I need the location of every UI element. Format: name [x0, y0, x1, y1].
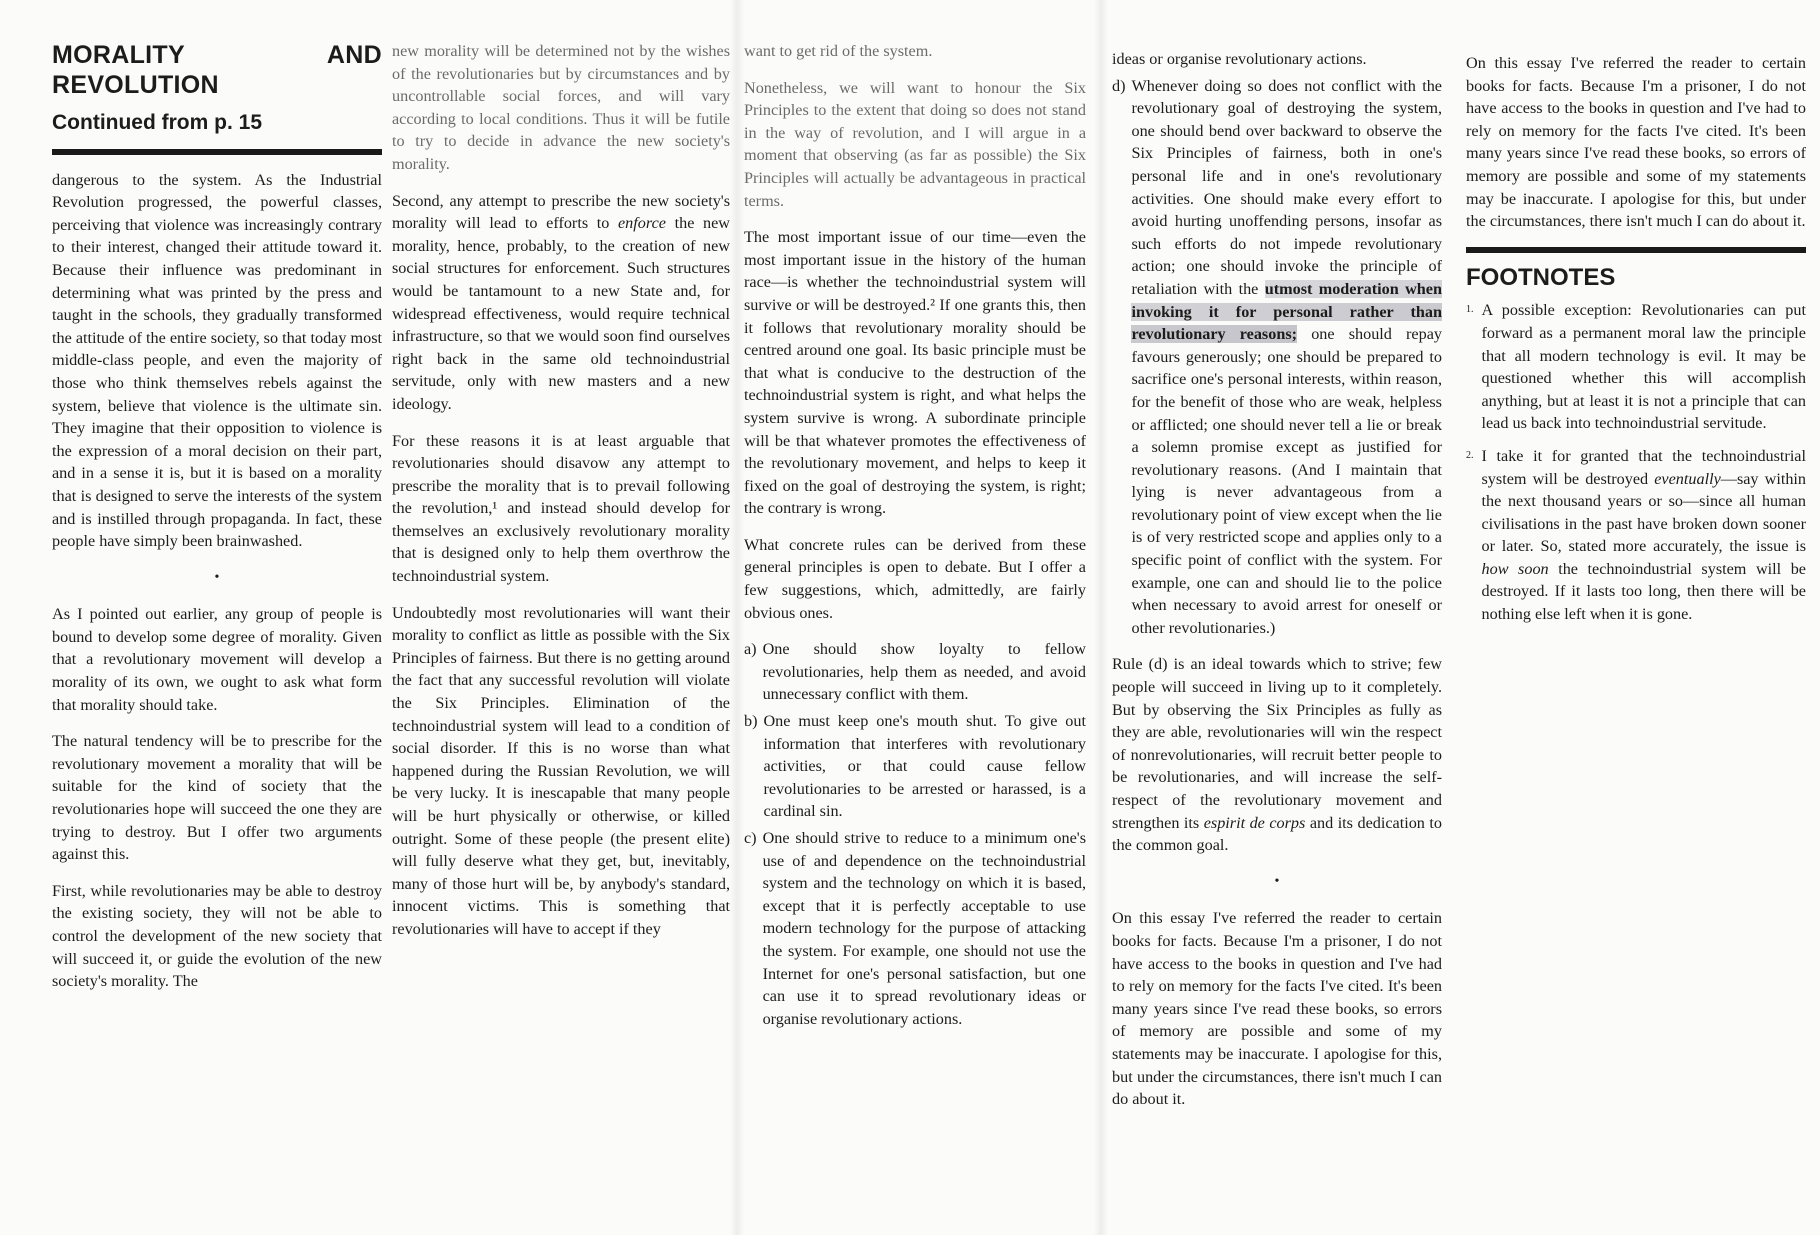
- article-headline: MORALITY AND REVOLUTION: [52, 41, 382, 99]
- emphasis: enforce: [618, 214, 666, 233]
- paragraph: dangerous to the system. As the Industrial Revolution progressed, the powerful classes, perceiving that violence was increasingly contrary to their interest, changed their attitude toward it. Because their influence was predominant in determining what was printed by the press and taught in the schools, they gradually transformed the attitude of the entire society, so that today most middle-class people, and even the majority of those who think themselves rebels against the system, believe that violence is the ultimate sin. They imagine that their opposition to violence is the expression of a moral decision on their part, and in a sense it is, but it is based on a morality that is designed to serve the interests of the system and is instilled through propaganda. In fact, these people have simply been brainwashed.: [52, 170, 382, 551]
- section-dot-icon: •: [214, 569, 220, 585]
- paragraph: What concrete rules can be derived from these general principles is open to debate. But I offer a few suggestions, which, admittedly, are fairly obvious ones.: [744, 535, 1086, 622]
- footnote: 2. I take it for granted that the technoindustrial system will be destroyed eventually—say within the next thousand years or so—since all human civilisations in the past have broken down sooner or later. So, stated more accurately, the issue is how soon the technoindustrial system will be destroyed. If it lasts too long, then there will be nothing else left when it is gone.: [1466, 446, 1806, 624]
- paragraph: Second, any attempt to prescribe the new society's morality will lead to efforts to enforce the new morality, hence, probably, to the creation of new social structures for enforcement. Such structures would be tantamount to a new State and, for widespread effectiveness, would require technical infrastructure, so that we would soon find ourselves right back in the same old technoindustrial servitude, only with new masters and a new ideology.: [392, 191, 730, 413]
- page-seam: [1094, 0, 1108, 1235]
- paragraph: The natural tendency will be to prescribe for the revolutionary movement a morality that will be suitable for the kind of society that the revolutionaries hope will succeed the one they are trying to destroy. But I offer two arguments against this.: [52, 732, 382, 864]
- column-5: [1466, 52, 1806, 636]
- emphasis: espirit de corps: [1203, 813, 1306, 832]
- page-seam: [730, 0, 744, 1235]
- paragraph: ideas or organise revolutionary actions.: [1112, 50, 1367, 68]
- paragraph: want to get rid of the system.: [744, 42, 933, 60]
- paragraph: For these reasons it is at least arguable that revolutionaries should disavow any attempt to prescribe the morality that is to prevail following the revolution,¹ and instead should develop for themselves an exclusively revolutionary morality that is designed only to help them overthrow the technoindustrial system.: [392, 431, 730, 586]
- footnotes-rule: [1466, 247, 1806, 253]
- list-item: b) One must keep one's mouth shut. To give out information that interferes with revolutionary activities, or that could cause fellow revolutionaries to be arrested or harassed, is a cardinal sin.: [744, 712, 1086, 821]
- paragraph: On this essay I've referred the reader to certain books for facts. Because I'm a prisoner, I do not have access to the books in question and I've had to rely on memory for the facts I've cited. It's been many years since I've read these books, so errors of memory are possible and some of my statements may be inaccurate. I apologise for this, but under the circumstances, there isn't much I can do about it.: [1112, 909, 1442, 1109]
- paragraph: On this essay I've referred the reader to certain books for facts. Because I'm a prisoner, I do not have access to the books in question and I've had to rely on memory for the facts I've cited. It's been many years since I've read these books, so errors of memory are possible and some of my statements may be inaccurate. I apologise for this, but under the circumstances, there isn't much I can do about it.: [1466, 54, 1806, 231]
- column-3: [744, 40, 1086, 1034]
- footnote: 1. A possible exception: Revolutionaries can put forward as a permanent moral law the principle that all modern technology is evil. It may be questioned whether this will accomplish anything, but at least it is not a principle that can lead us back into technoindustrial servitude.: [1466, 301, 1806, 433]
- paragraph: new morality will be determined not by the wishes of the revolutionaries but by circumstances and by uncontrollable social forces, and will vary according to local conditions. Thus it will be futile to try to decide in advance the new society's morality.: [392, 42, 730, 173]
- list-item: d) Whenever doing so does not conflict with the revolutionary goal of destroying the system, one should bend over backward to observe the Six Principles of fairness, both in one's personal life and in one's revolutionary activities. One should make every effort to avoid hurting unoffending persons, insofar as such efforts do not impede revolutionary action; one should invoke the principle of retaliation with the utmost moderation when invoking it for personal rather than revolutionary reasons; one should repay favours generously; one should be prepared to sacrifice one's personal interests, within reason, for the benefit of those who are weak, helpless or afflicted; one should never tell a lie or break a solemn promise except as justified for revolutionary reasons. (And I maintain that lying is never advantageous from a revolutionary point of view except when the lie is of very restricted scope and applies only to a specific point of conflict with the system. For example, one can and should lie to the police when necessary to avoid arrest for oneself or other revolutionaries.): [1112, 76, 1442, 637]
- list-item: a) One should show loyalty to fellow revolutionaries, help them as needed, and avoid unnecessary conflict with them.: [744, 640, 1086, 704]
- column-4: [1112, 48, 1442, 1125]
- paragraph: As I pointed out earlier, any group of people is bound to develop some degree of morality. Given that a revolutionary movement will develop a morality of its own, we ought to ask what form that morality should take.: [52, 605, 382, 714]
- paragraph: Rule (d) is an ideal towards which to strive; few people will succeed in living up to it completely. But by observing the Six Principles as fully as they are able, revolutionaries will win the respect of nonrevolutionaries, will recruit better people to be revolutionaries, and will increase the self-respect of the revolutionary movement and strengthen its espirit de corps and its dedication to the common goal.: [1112, 655, 1442, 855]
- highlighted-text: utmost moderation when invoking it for personal rather than revolutionary reasons;: [1131, 279, 1442, 344]
- continued-from-label: Continued from p. 15: [52, 111, 262, 134]
- list-item: c) One should strive to reduce to a minimum one's use of and dependence on the technoindustrial system and the technology on which it is based, except that it is perfectly acceptable to use modern technology for the purpose of attacking the system. For example, one should not use the Internet for one's personal satisfaction, but one can use it to spread revolutionary ideas or organise revolutionary actions.: [744, 829, 1086, 1028]
- paragraph: Undoubtedly most revolutionaries will want their morality to conflict as little as possible with the Six Principles of fairness. But there is no getting around the fact that any successful revolution will violate the Six Principles. Elimination of the technoindustrial system will lead to a condition of social disorder. If this is no worse than what happened during the Russian Revolution, we will be very lucky. It is inescapable that many people will be hurt physically or otherwise, or killed outright. Some of these people (the present elite) will fully deserve what they get, but, inevitably, many of those hurt will be, by anybody's standard, innocent victims. This is something that revolutionaries will have to accept if they: [392, 603, 730, 938]
- column-2: [392, 40, 730, 955]
- column-1: [52, 40, 382, 1007]
- footnotes-title: FOOTNOTES: [1466, 263, 1616, 291]
- paragraph: First, while revolutionaries may be able to destroy the existing society, they will not be able to control the development of the new society that will succeed it, or guide the evolution of the new society's morality. The: [52, 881, 382, 991]
- header-rule: [52, 149, 382, 155]
- paragraph: The most important issue of our time—even the most important issue in the history of the human race—is whether the technoindustrial system will survive or will be destroyed.² If one grants this, then it follows that revolutionary morality should be centred around one goal. Its basic principle must be that what is conducive to the destruction of the technoindustrial system is right, and what helps the system survive is wrong. A subordinate principle will be that whatever promotes the effectiveness of the revolutionary movement, and helps to keep it fixed on the goal of destroying the system, is right; the contrary is wrong.: [744, 228, 1086, 518]
- paragraph: Nonetheless, we will want to honour the Six Principles to the extent that doing so does not stand in the way of revolution, and I will argue in a moment that observing (as far as possible) the Six Principles will actually be advantageous in practical terms.: [744, 78, 1086, 210]
- section-dot-icon: •: [1274, 873, 1280, 889]
